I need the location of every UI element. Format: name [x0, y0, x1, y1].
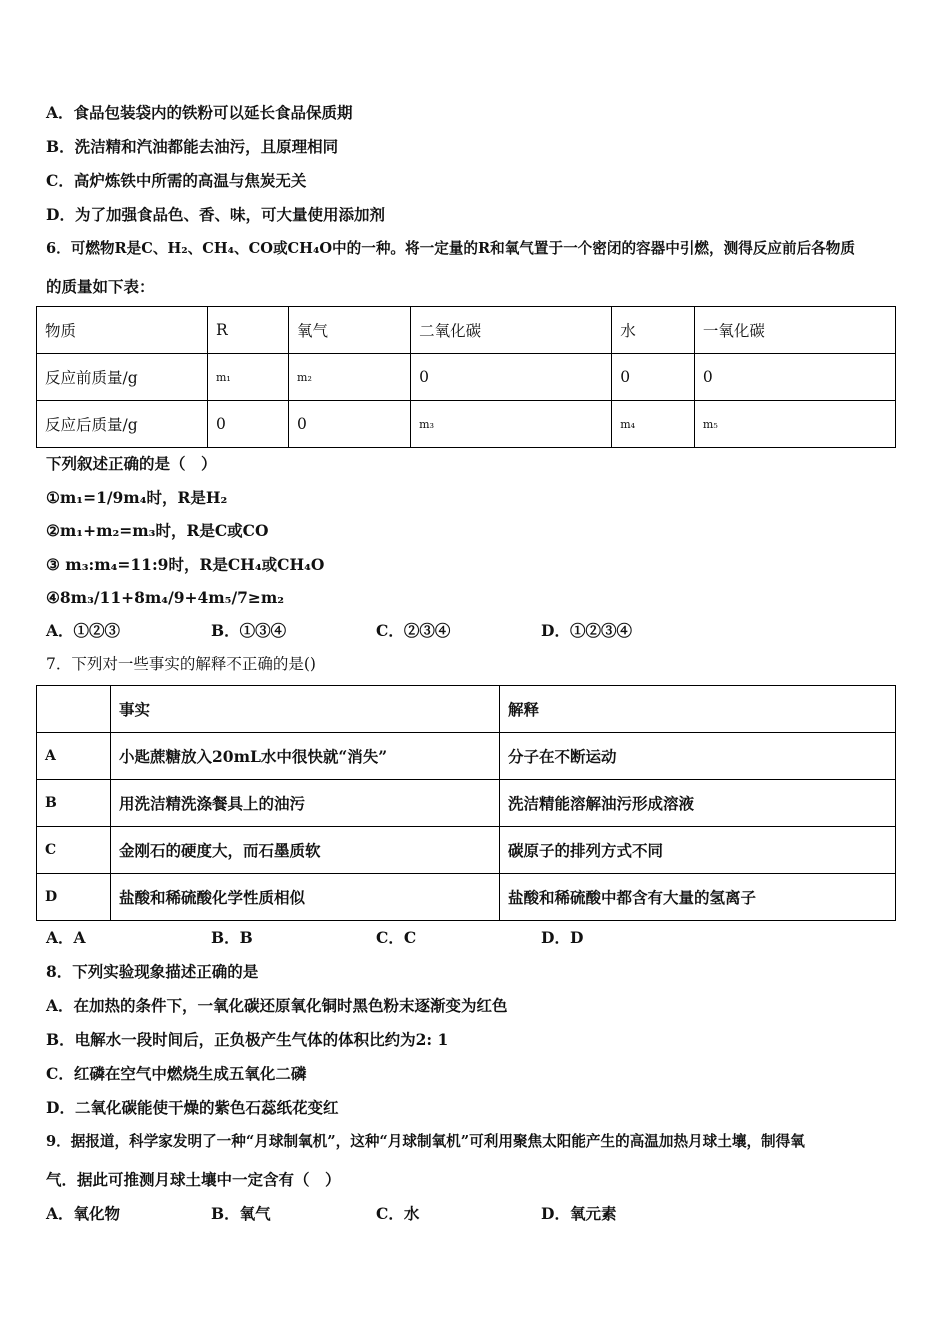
- table-cell: m₅: [694, 401, 895, 448]
- q7-choice-a: A．A: [46, 928, 86, 947]
- q6-choice-a: A．①②③: [46, 621, 121, 640]
- table-cell: 一氧化碳: [694, 307, 895, 354]
- table-cell: R: [208, 307, 289, 354]
- q8-stem: 8．下列实验现象描述正确的是: [46, 962, 259, 981]
- table-cell: 物质: [37, 307, 208, 354]
- q7-fact-table: [36, 685, 896, 921]
- q6-choice-d: D．①②③④: [541, 621, 632, 640]
- table-cell: m₂: [289, 354, 411, 401]
- q6-statement-1: ①m₁=1/9m₄时，R是H₂: [46, 488, 228, 507]
- table-row: [37, 401, 896, 448]
- q8-option-a: A．在加热的条件下，一氧化碳还原氧化铜时黑色粉末逐渐变为红色: [46, 996, 508, 1015]
- table-cell: m₁: [208, 354, 289, 401]
- table-row: [37, 733, 896, 780]
- table-cell: 0: [411, 354, 612, 401]
- table-cell: 0: [289, 401, 411, 448]
- q5-option-a: A．食品包装袋内的铁粉可以延长食品保质期: [46, 103, 353, 122]
- q5-option-d: D．为了加强食品色、香、味，可大量使用添加剂: [46, 205, 385, 224]
- table-cell: B: [37, 780, 111, 827]
- q6-statement-4: ④8m₃/11+8m₄/9+4m₅/7≥m₂: [46, 588, 285, 607]
- q9-choice-c: C．水: [376, 1204, 420, 1223]
- q7-choice-b: B．B: [211, 928, 253, 947]
- table-cell: 分子在不断运动: [500, 733, 896, 780]
- q9-stem-line1: 9．据报道，科学家发明了一种“月球制氧机”，这种“月球制氧机”可利用聚焦太阳能产生的高温加热月球土壤，制得氧: [46, 1133, 805, 1150]
- table-cell: 水: [612, 307, 695, 354]
- table-cell: m₃: [411, 401, 612, 448]
- q7-choice-d: D．D: [541, 928, 584, 947]
- table-cell: [37, 686, 111, 733]
- q9-stem-line2: 气．据此可推测月球土壤中一定含有（ ）: [46, 1170, 341, 1189]
- table-cell: 盐酸和稀硫酸中都含有大量的氢离子: [500, 874, 896, 921]
- q8-option-b: B．电解水一段时间后，正负极产生气体的体积比约为2: 1: [46, 1030, 449, 1049]
- table-row: [37, 354, 896, 401]
- table-cell: D: [37, 874, 111, 921]
- table-cell: m₄: [612, 401, 695, 448]
- table-cell: 小匙蔗糖放入20mL水中很快就“消失”: [111, 733, 500, 780]
- q7-stem: 7．下列对一些事实的解释不正确的是(): [46, 655, 316, 673]
- q6-choice-c: C．②③④: [376, 621, 451, 640]
- table-cell: 0: [208, 401, 289, 448]
- table-cell: A: [37, 733, 111, 780]
- q9-choice-b: B．氧气: [211, 1204, 271, 1223]
- q6-stem-line1: 6．可燃物R是C、H₂、CH₄、CO或CH₄O中的一种。将一定量的R和氧气置于一个密闭的容器中引燃，测得反应前后各物质: [46, 240, 855, 257]
- q8-option-c: C．红磷在空气中燃烧生成五氧化二磷: [46, 1064, 307, 1083]
- table-cell: 洗洁精能溶解油污形成溶液: [500, 780, 896, 827]
- table-row: [37, 874, 896, 921]
- table-cell: 盐酸和稀硫酸化学性质相似: [111, 874, 500, 921]
- q8-option-d: D．二氧化碳能使干燥的紫色石蕊纸花变红: [46, 1098, 339, 1117]
- q6-choice-b: B．①③④: [211, 621, 287, 640]
- table-cell: 解释: [500, 686, 896, 733]
- q5-option-c: C．高炉炼铁中所需的高温与焦炭无关: [46, 171, 307, 190]
- table-cell: 0: [694, 354, 895, 401]
- q9-choice-d: D．氧元素: [541, 1204, 617, 1223]
- table-cell: 氧气: [289, 307, 411, 354]
- table-row: [37, 780, 896, 827]
- table-cell: 二氧化碳: [411, 307, 612, 354]
- table-cell: 反应前质量/g: [37, 354, 208, 401]
- q9-choice-a: A．氧化物: [46, 1204, 121, 1223]
- q6-statement-2: ②m₁+m₂=m₃时，R是C或CO: [46, 521, 269, 540]
- table-cell: 反应后质量/g: [37, 401, 208, 448]
- table-row: [37, 827, 896, 874]
- q7-choice-c: C．C: [376, 928, 417, 947]
- table-cell: C: [37, 827, 111, 874]
- q5-option-b: B．洗洁精和汽油都能去油污，且原理相同: [46, 137, 339, 156]
- table-cell: 事实: [111, 686, 500, 733]
- q6-statement-3: ③ m₃:m₄=11:9时，R是CH₄或CH₄O: [46, 555, 325, 574]
- table-row: [37, 686, 896, 733]
- q6-prompt: 下列叙述正确的是（ ）: [46, 454, 217, 473]
- table-cell: 金刚石的硬度大，而石墨质软: [111, 827, 500, 874]
- table-row: [37, 307, 896, 354]
- table-cell: 用洗洁精洗涤餐具上的油污: [111, 780, 500, 827]
- q6-mass-table: [36, 306, 896, 448]
- table-cell: 碳原子的排列方式不同: [500, 827, 896, 874]
- table-cell: 0: [612, 354, 695, 401]
- q6-stem-line2: 的质量如下表：: [46, 277, 155, 296]
